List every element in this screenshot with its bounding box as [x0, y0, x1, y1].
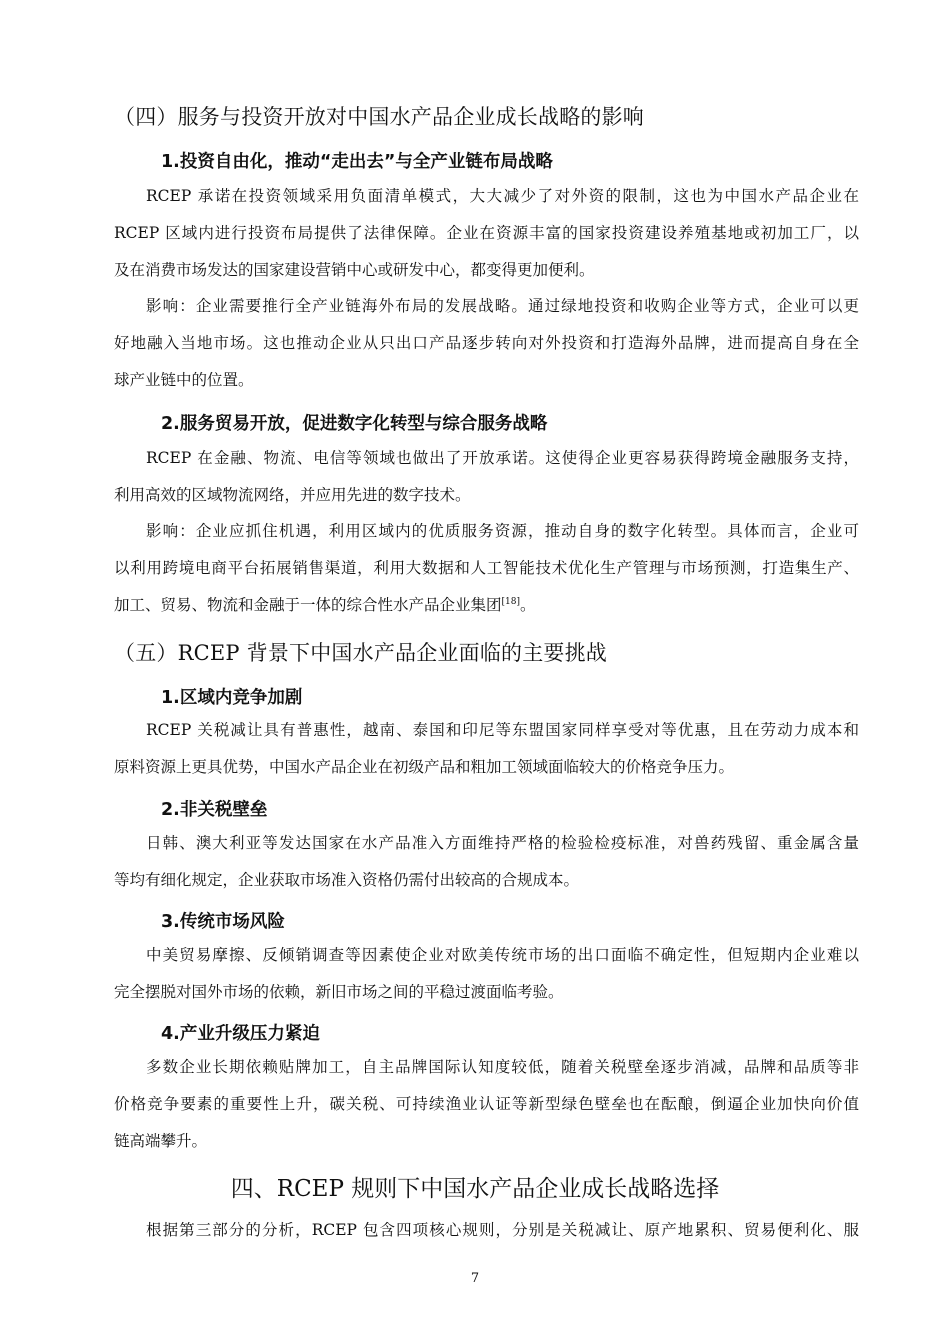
challenge-heading-1: 1.区域内竞争加剧	[161, 688, 303, 708]
text-line: 好地融入当地市场。这也推动企业从只出口产品逐步转向对外投资和打造海外品牌，进而提高自身在全	[114, 334, 859, 352]
text-line: 原料资源上更具优势，中国水产品企业在初级产品和粗加工领域面临较大的价格竞争压力。	[114, 758, 735, 776]
challenge-paragraph-3	[114, 937, 859, 1011]
text-line: 球产业链中的位置。	[114, 371, 254, 389]
text-line: 中美贸易摩擦、反倾销调查等因素使企业对欧美传统市场的出口面临不确定性，但短期内企业难以	[146, 946, 859, 964]
chapter-intro-paragraph	[114, 1212, 859, 1249]
text-line: 影响：企业需要推行全产业链海外布局的发展战略。通过绿地投资和收购企业等方式，企业可以更	[146, 297, 859, 315]
section-heading-5: （五）RCEP 背景下中国水产品企业面临的主要挑战	[114, 641, 608, 665]
text-line: 日韩、澳大利亚等发达国家在水产品准入方面维持严格的检验检疫标准，对兽药残留、重金属含量	[146, 834, 859, 852]
paragraph-services-commitment	[114, 440, 859, 514]
text-line: RCEP 在金融、物流、电信等领域也做出了开放承诺。这使得企业更容易获得跨境金融服务支持，	[146, 449, 859, 467]
challenge-heading-4: 4.产业升级压力紧迫	[161, 1024, 320, 1044]
challenge-paragraph-1	[114, 712, 859, 786]
text-line: 以利用跨境电商平台拓展销售渠道，利用大数据和人工智能技术优化生产管理与市场预测，打造集生产、	[114, 559, 859, 577]
text-line: 及在消费市场发达的国家建设营销中心或研发中心，都变得更加便利。	[114, 261, 595, 279]
text-line: 影响：企业应抓住机遇，利用区域内的优质服务资源，推动自身的数字化转型。具体而言，企业可	[146, 522, 859, 540]
page-number: 7	[470, 1271, 480, 1286]
subsection-heading-services: 2.服务贸易开放，促进数字化转型与综合服务战略	[161, 414, 548, 434]
text-line: 根据第三部分的分析，RCEP 包含四项核心规则，分别是关税减让、原产地累积、贸易便利化、服	[146, 1221, 859, 1239]
text-line: 价格竞争要素的重要性上升，碳关税、可持续渔业认证等新型绿色壁垒也在酝酿，倒逼企业加快向价值	[114, 1095, 859, 1113]
section-heading-4: （四）服务与投资开放对中国水产品企业成长战略的影响	[114, 105, 644, 129]
text-line: RCEP 区域内进行投资布局提供了法律保障。企业在资源丰富的国家投资建设养殖基地或初加工厂，以	[114, 224, 859, 242]
text-line: 多数企业长期依赖贴牌加工，自主品牌国际认知度较低，随着关税壁垒逐步消减，品牌和品质等非	[146, 1058, 859, 1076]
chapter-heading: 四、RCEP 规则下中国水产品企业成长战略选择	[230, 1176, 720, 1202]
text-span: 。	[520, 596, 536, 614]
text-line: 等均有细化规定，企业获取市场准入资格仍需付出较高的合规成本。	[114, 871, 580, 889]
challenge-paragraph-4	[114, 1049, 859, 1160]
citation-ref: [18]	[501, 597, 520, 607]
text-line: RCEP 关税减让具有普惠性，越南、泰国和印尼等东盟国家同样享受对等优惠，且在劳动力成本和	[146, 721, 859, 739]
subsection-heading-investment: 1.投资自由化，推动“走出去”与全产业链布局战略	[161, 152, 553, 172]
paragraph-investment-impact	[114, 288, 859, 399]
paragraph-investment-commitment	[114, 178, 859, 289]
text-span: 加工、贸易、物流和金融于一体的综合性水产品企业集团	[114, 596, 502, 614]
paragraph-services-impact	[114, 513, 859, 624]
text-line	[114, 587, 859, 624]
text-line: 完全摆脱对国外市场的依赖，新旧市场之间的平稳过渡面临考验。	[114, 983, 564, 1001]
challenge-heading-3: 3.传统市场风险	[161, 912, 285, 932]
text-line: 链高端攀升。	[114, 1132, 208, 1150]
challenge-heading-2: 2.非关税壁垒	[161, 800, 268, 820]
challenge-paragraph-2	[114, 825, 859, 899]
text-line: 利用高效的区域物流网络，并应用先进的数字技术。	[114, 486, 471, 504]
text-line: RCEP 承诺在投资领域采用负面清单模式，大大减少了对外资的限制，这也为中国水产品企业在	[146, 187, 859, 205]
